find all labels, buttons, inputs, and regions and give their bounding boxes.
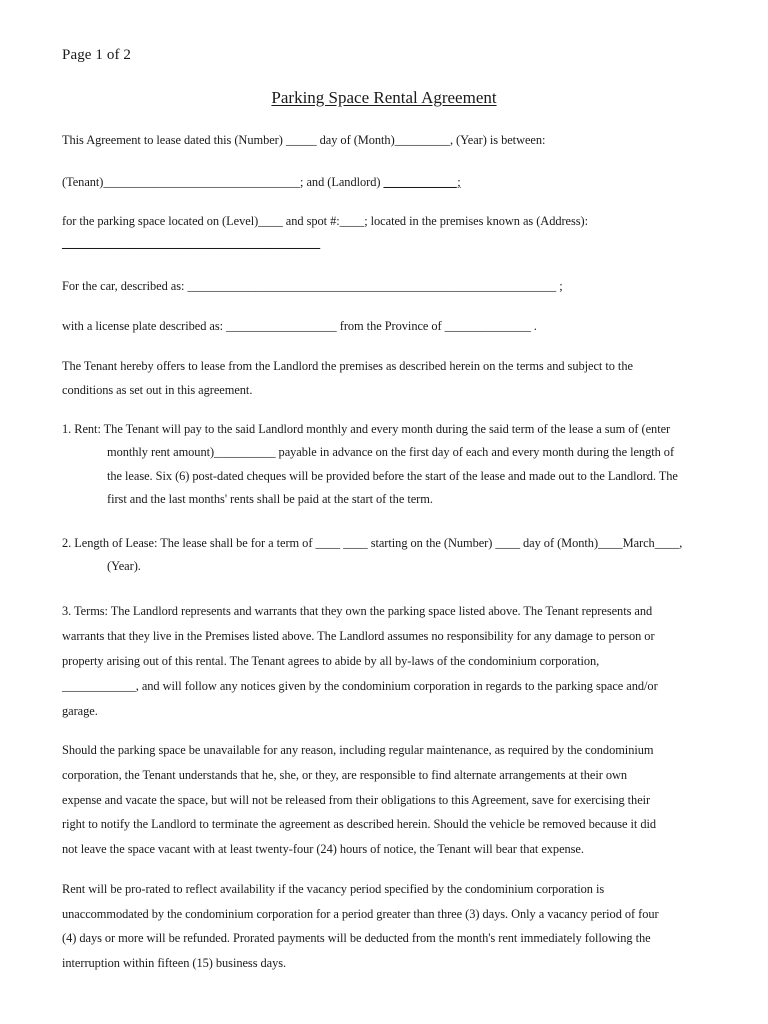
terms-clause-line: property arising out of this rental. The Tenant agrees to abide by all by-laws of the condominium corporation,	[62, 654, 600, 668]
tenant-landlord-text: (Tenant)________________________________; and (Landlord)	[62, 175, 384, 189]
terms-clause-line: garage.	[62, 704, 98, 718]
rent-clause-line: 1. Rent: The Tenant will pay to the said Landlord monthly and every month during the said term of the lease a sum of (enter	[62, 422, 671, 436]
landlord-blank: ____________;	[383, 175, 461, 189]
unavailability-paragraph-line: not leave the space vacant with at least twenty-four (24) hours of notice, the Tenant will bear that expense.	[62, 842, 584, 856]
parties-line	[62, 175, 461, 190]
terms-clause-line: 3. Terms: The Landlord represents and warrants that they own the parking space listed above. The Tenant represents and	[62, 604, 653, 618]
unavailability-paragraph-line: corporation, the Tenant understands that he, she, or they, are responsible to find alternate arrangements at their own	[62, 768, 628, 782]
page-number: Page 1 of 2	[62, 47, 132, 63]
unavailability-paragraph-line: expense and vacate the space, but will not be released from their obligations to this Agreement, save for exercising their	[62, 793, 651, 807]
prorate-paragraph-line: interruption within fifteen (15) business days.	[62, 956, 287, 970]
rent-clause-line: first and the last months' rents shall be paid at the start of the term.	[107, 492, 433, 506]
terms-clause-line: ____________, and will follow any notices given by the condominium corporation in regards to the parking space and/or	[62, 679, 658, 693]
rent-clause-line: the lease. Six (6) post-dated cheques will be provided before the start of the lease and made out to the Landlord. The	[107, 469, 678, 483]
license-plate-line: with a license plate described as: __________________ from the Province of ______________ .	[62, 319, 537, 333]
parking-location-line: for the parking space located on (Level)____ and spot #:____; located in the premises known as (Address):	[62, 214, 589, 228]
prorate-paragraph-line: Rent will be pro-rated to reflect availability if the vacancy period specified by the condominium corporation is	[62, 882, 605, 896]
offer-paragraph-line: The Tenant hereby offers to lease from the Landlord the premises as described herein on the terms and subject to the	[62, 359, 633, 373]
rent-clause-line: monthly rent amount)__________ payable in advance on the first day of each and every month during the length of	[107, 445, 675, 459]
car-description-line: For the car, described as: ____________________________________________________________ ;	[62, 279, 563, 293]
address-blank: __________________________________________	[62, 236, 321, 250]
lease-length-line: (Year).	[107, 559, 141, 573]
agreement-date-line: This Agreement to lease dated this (Number) _____ day of (Month)_________, (Year) is between:	[62, 133, 546, 147]
unavailability-paragraph-line: Should the parking space be unavailable for any reason, including regular maintenance, as required by the condominium	[62, 743, 654, 757]
unavailability-paragraph-line: right to notify the Landlord to terminate the agreement as described herein. Should the vehicle be removed because it did	[62, 817, 657, 831]
terms-clause-line: warrants that they live in the Premises listed above. The Landlord assumes no responsibility for any damage to person or	[62, 629, 655, 643]
offer-paragraph-line: conditions as set out in this agreement.	[62, 383, 253, 397]
prorate-paragraph-line: unaccommodated by the condominium corporation for a period greater than three (3) days. Only a vacancy period of four	[62, 907, 659, 921]
document-title: Parking Space Rental Agreement	[271, 88, 497, 107]
prorate-paragraph-line: (4) days or more will be refunded. Prorated payments will be deducted from the month's rent immediately following the	[62, 931, 651, 945]
lease-length-line: 2. Length of Lease: The lease shall be for a term of ____ ____ starting on the (Number) ____ day of (Month)____March____,	[62, 536, 683, 550]
